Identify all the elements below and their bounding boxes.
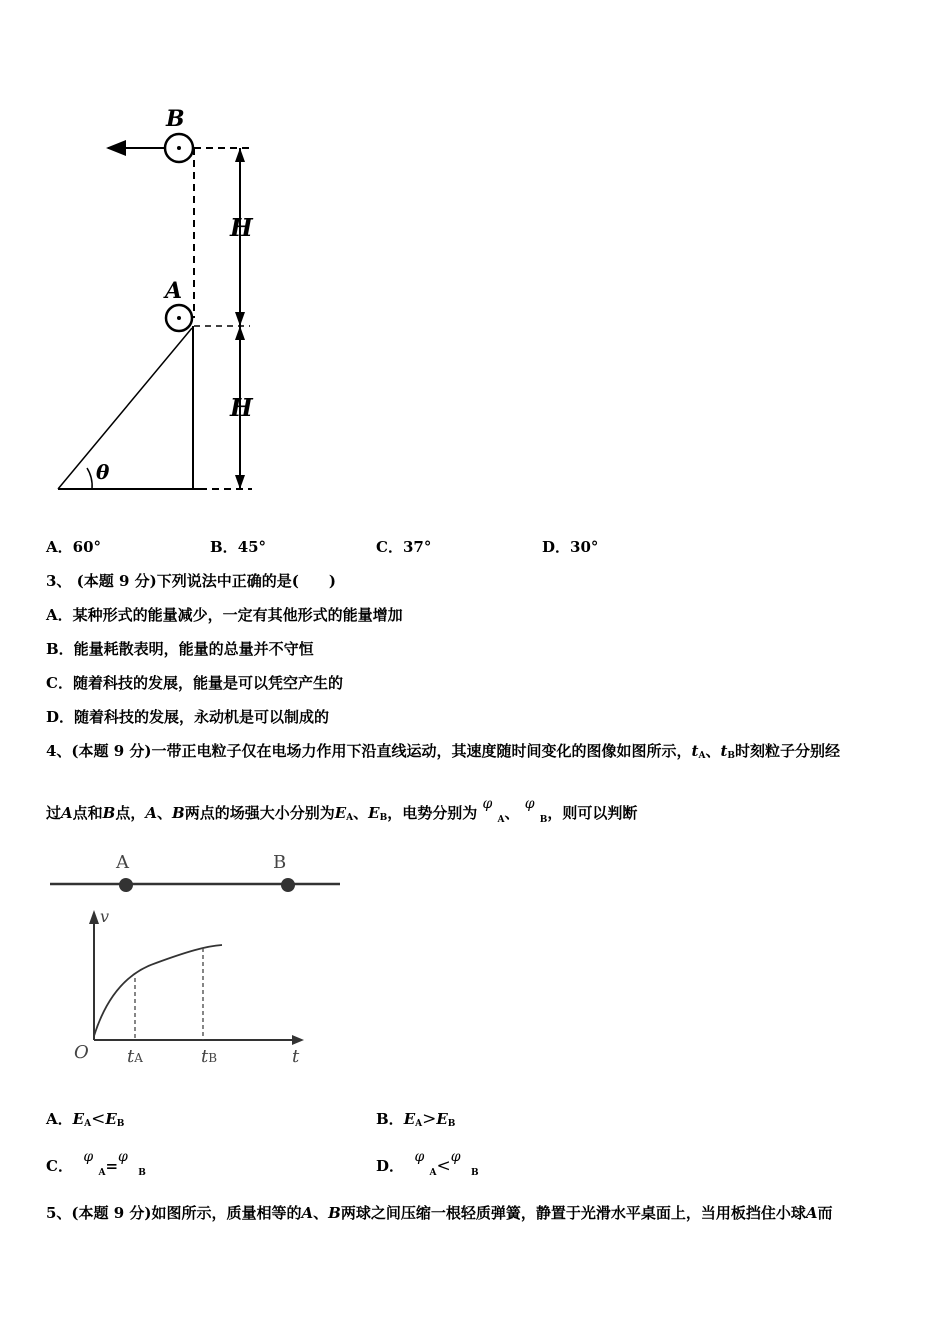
q5-stem: 5、(本题 9 分)如图所示，质量相等的A、B两球之间压缩一根轻质弹簧，静置于光滑水平桌面上，当用板挡住小球A而 <box>46 1204 833 1222</box>
q4-stem-line1: 4、(本题 9 分)一带正电粒子仅在电场力作用下沿直线运动，其速度随时间变化的图像如图所示，$t_A$、$t_B$时刻粒子分别经 <box>46 742 841 761</box>
axis-v-label: v <box>100 907 110 926</box>
q4-option-b: B．$E_A>E_B$ <box>376 1109 456 1129</box>
point-a <box>119 878 133 892</box>
figure-projectile-diagram <box>40 100 280 500</box>
origin-label: O <box>74 1042 89 1063</box>
q2-option-b: B．45° <box>210 538 267 556</box>
point-b <box>281 878 295 892</box>
label-h-upper: H <box>230 213 253 242</box>
q3-option-d: D．随着科技的发展，永动机是可以制成的 <box>46 708 330 726</box>
q4-stem-line2: 过A点和B点，A、B两点的场强大小分别为$E_A$、$E_B$，电势分别为 φ $_A$、 φ $_B$，则可以判断 <box>46 796 638 825</box>
label-a: A <box>165 278 183 304</box>
label-b: B <box>166 106 185 132</box>
q4-option-d: D． φ $_A$<φ $_B$ <box>376 1149 479 1178</box>
tick-tb: tB <box>201 1046 218 1067</box>
tick-ta: tA <box>127 1046 143 1067</box>
q3-option-b: B．能量耗散表明，能量的总量并不守恒 <box>46 640 314 658</box>
q3-option-c: C．随着科技的发展，能量是可以凭空产生的 <box>46 674 343 692</box>
q2-option-c: C．37° <box>376 538 432 556</box>
axis-t-label: t <box>292 1046 300 1067</box>
q4-option-c: C． φ $_A$=φ $_B$ <box>46 1149 146 1178</box>
label-h-lower: H <box>230 393 253 422</box>
point-a-label: A <box>116 852 129 873</box>
q2-option-d: D．30° <box>542 538 599 556</box>
q3-option-a: A．某种形式的能量减少，一定有其他形式的能量增加 <box>46 606 403 624</box>
label-theta: θ <box>96 460 110 484</box>
q3-stem: 3、 (本题 9 分)下列说法中正确的是( ) <box>46 572 336 590</box>
q4-option-a: A．$E_A<E_B$ <box>46 1109 125 1129</box>
figure-velocity-time-graph <box>46 848 346 1073</box>
q2-option-a: A．60° <box>46 538 102 556</box>
point-b-label: B <box>273 852 287 873</box>
